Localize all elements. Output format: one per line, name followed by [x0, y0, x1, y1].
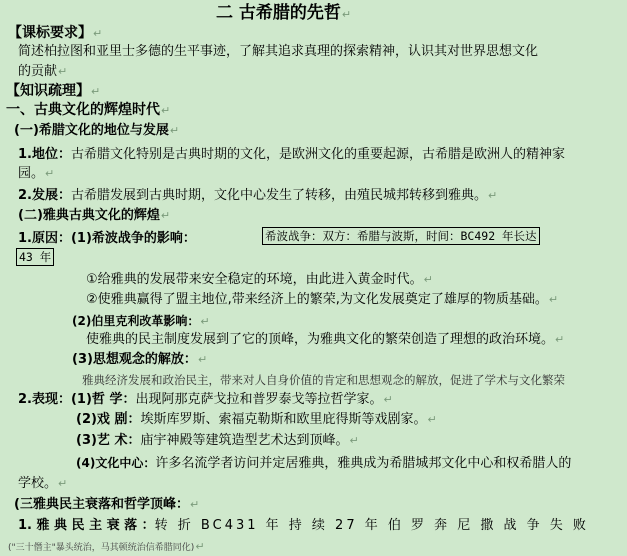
note-box-text-1: 希波战争：双方：希腊与波斯，时间：BC492 年长达 — [265, 229, 537, 243]
sub2-heading — [18, 208, 170, 224]
sub3-heading — [14, 497, 199, 513]
return-mark: ↵ — [58, 65, 68, 78]
cause1-point-b — [86, 292, 558, 308]
greco-persian-war-note-box — [262, 227, 540, 245]
cause3-text-line — [82, 372, 565, 388]
show2-label: (2)戏 剧： — [76, 412, 141, 427]
decline-label: 1. 雅 典 民 主 衰 落 ： — [18, 518, 155, 533]
page-title-text: 二 古希腊的先哲 — [216, 3, 341, 23]
part1-heading — [6, 102, 170, 119]
note-box-text-2: 43 年 — [19, 250, 52, 264]
show2-line — [76, 412, 437, 428]
development-paragraph — [18, 188, 497, 204]
cause1-a-text: ①给雅典的发展带来安全稳定的环境，由此进入黄金时代。 — [86, 272, 423, 287]
return-mark: ↵ — [383, 393, 393, 406]
development-label: 2.发展： — [18, 188, 71, 203]
show3-label: (3)艺 术： — [76, 433, 141, 448]
cause1-b-text: ②使雅典赢得了盟主地位,带来经济上的繁荣,为文化发展奠定了雄厚的物质基础。 — [86, 292, 548, 307]
return-mark: ↵ — [58, 477, 68, 490]
return-mark: ↵ — [488, 189, 498, 202]
decline-text: 转 折 BC431 年 持 续 27 年 伯 罗 奔 尼 撒 战 争 失 败 — [154, 518, 589, 533]
sub2-heading-text: (二)雅典古典文化的辉煌 — [18, 208, 160, 223]
cause2-text: 使雅典的民主制度发展到了它的顶峰，为雅典文化的繁荣创造了理想的政治环境。 — [86, 332, 555, 347]
cause-label-line — [18, 231, 196, 247]
return-mark: ↵ — [169, 124, 180, 137]
show-label: 2.表现： — [18, 392, 71, 407]
return-mark: ↵ — [93, 27, 103, 40]
show2-text: 埃斯库罗斯、索福克勒斯和欧里庇得斯等戏剧家。 — [140, 412, 427, 427]
show1-line — [18, 392, 393, 408]
return-mark: ↵ — [427, 413, 437, 426]
requirements-text-2: 的贡献 — [18, 64, 58, 79]
return-mark: ↵ — [200, 315, 210, 328]
cause3-label-line — [72, 352, 207, 368]
show4-label: (4)文化中心： — [76, 456, 156, 470]
cause2-label: (2)伯里克利改革影响： — [72, 314, 200, 328]
knowledge-heading — [6, 83, 100, 100]
status-text: 古希腊文化特别是古典时期的文化，是欧洲文化的重要起源，古希腊是欧洲人的精神家 — [70, 147, 565, 162]
requirements-text-1: 简述柏拉图和亚里士多德的生平事迹，了解其追求真理的探索精神，认识其对世界思想文化 — [18, 44, 539, 59]
show4-line — [76, 455, 571, 472]
cause1-point-a — [86, 272, 433, 288]
return-mark: ↵ — [423, 273, 433, 286]
return-mark: ↵ — [349, 434, 359, 447]
show1-text: 出现阿那克萨戈拉和普罗泰戈等拉哲学家。 — [135, 392, 383, 407]
cause2-label-line — [72, 313, 210, 330]
show3-text: 庙宇神殿等建筑造型艺术达到顶峰。 — [140, 433, 349, 448]
sub1-heading — [14, 123, 179, 139]
decline-note: ("三十僭主"暴头统治，马其顿统治信希腊同化) — [8, 543, 195, 553]
return-mark: ↵ — [160, 209, 171, 222]
greco-persian-war-note-box-cont — [16, 248, 54, 266]
decline-line — [18, 518, 589, 534]
show3-line — [76, 433, 359, 449]
return-mark: ↵ — [91, 85, 101, 98]
return-mark: ↵ — [555, 333, 565, 346]
status-paragraph-line1 — [18, 147, 565, 163]
show4-text: 许多名流学者访问并定居雅典，雅典成为希腊城邦文化中心和权希腊人的 — [155, 456, 572, 471]
show4-text-2: 学校。 — [18, 476, 58, 491]
requirements-text-line1 — [18, 44, 538, 60]
return-mark: ↵ — [45, 167, 55, 180]
status-paragraph-line2 — [18, 166, 54, 182]
requirements-text-line2 — [18, 64, 67, 80]
cause3-text: 雅典经济发展和政治民主，带来对人自身价值的肯定和思想观念的解放，促进了学术与文化繁荣 — [82, 373, 565, 387]
return-mark: ↵ — [341, 8, 352, 21]
cause2-text-line — [86, 332, 564, 348]
decline-note-line — [8, 539, 205, 556]
sub1-heading-text: (一)希腊文化的地位与发展 — [14, 123, 169, 138]
requirements-heading-text: 【课标要求】 — [8, 25, 92, 41]
sub3-heading-text: (三雅典民主衰落和哲学顶峰： — [14, 497, 189, 512]
part1-heading-text: 一、古典文化的辉煌时代 — [6, 102, 160, 118]
knowledge-heading-text: 【知识疏理】 — [6, 83, 90, 99]
return-mark: ↵ — [195, 540, 205, 553]
status-text-2: 园。 — [18, 166, 45, 181]
cause-label: 1.原因：(1)希波战争的影响： — [18, 231, 196, 246]
show4-line2 — [18, 476, 67, 492]
return-mark: ↵ — [161, 104, 171, 117]
show1-label: (1)哲 学： — [70, 392, 136, 407]
development-text: 古希腊发展到古典时期，文化中心发生了转移，由殖民城邦转移到雅典。 — [70, 188, 487, 203]
return-mark: ↵ — [189, 498, 200, 511]
return-mark: ↵ — [197, 353, 208, 366]
return-mark: ↵ — [548, 293, 559, 306]
page-title — [216, 3, 351, 25]
cause3-label: (3)思想观念的解放： — [72, 352, 197, 367]
status-label: 1.地位： — [18, 147, 71, 162]
requirements-heading — [8, 25, 102, 42]
